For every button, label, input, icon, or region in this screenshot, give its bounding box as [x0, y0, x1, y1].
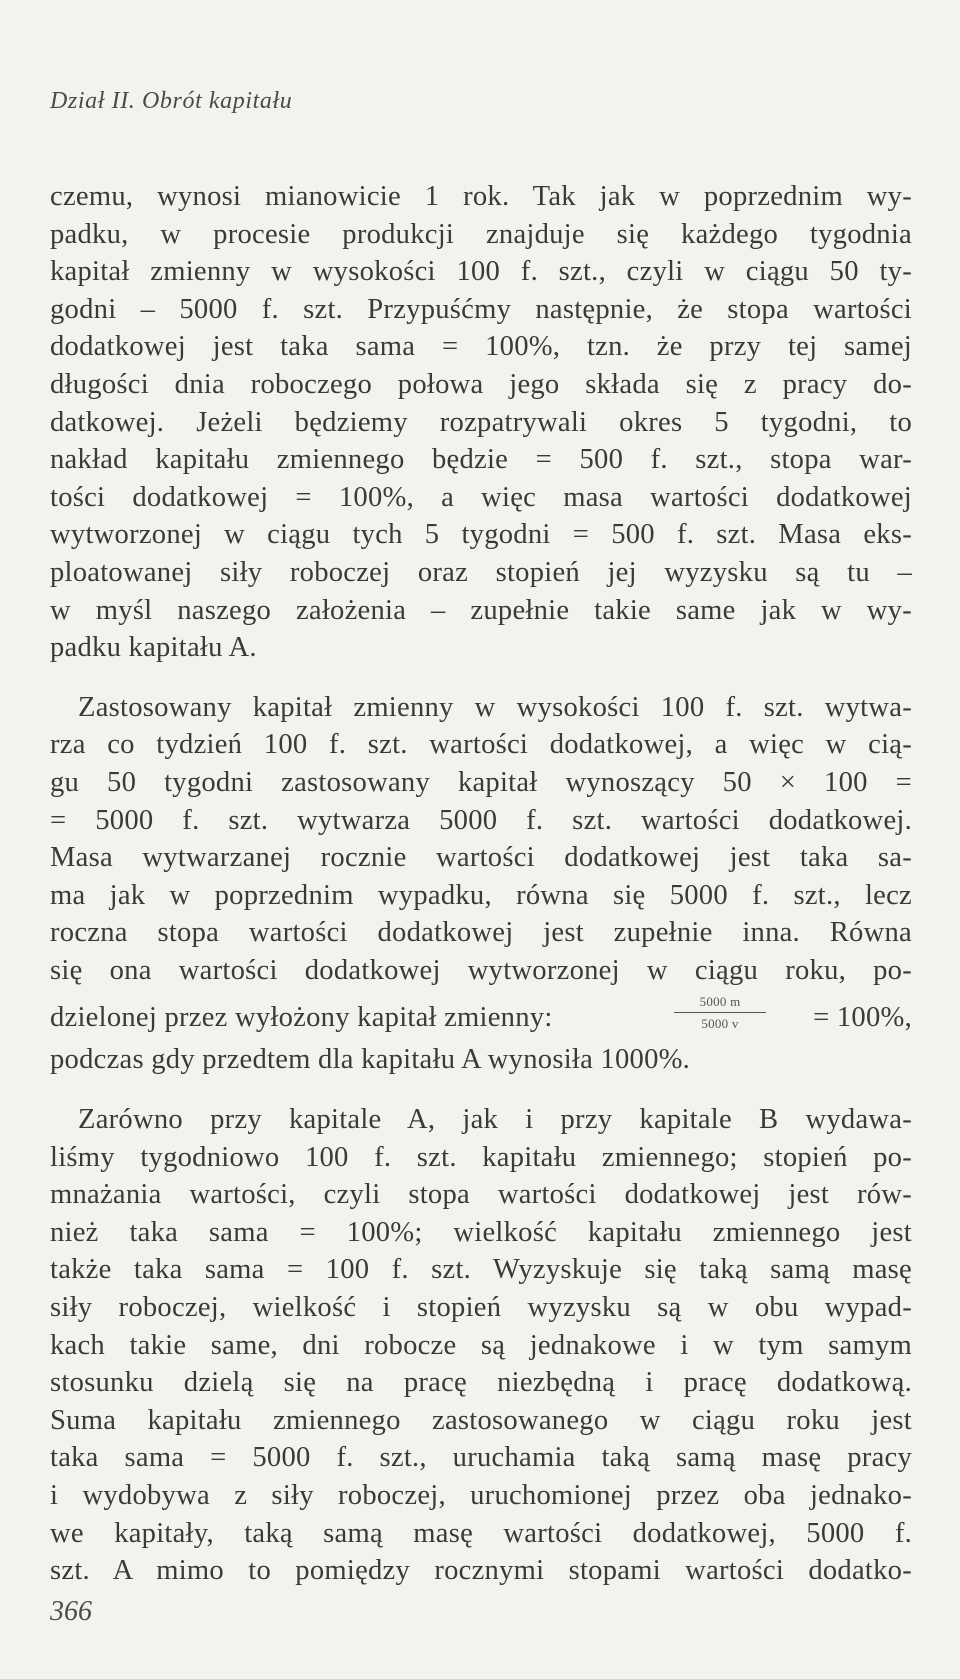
formula-result: = 100%,: [813, 1002, 912, 1034]
text-line: także taka sama = 100 f. szt. Wyzyskuje się taką samą masę: [50, 1254, 912, 1286]
running-head: Dział II. Obrót kapitału: [50, 88, 293, 114]
text-line: nakład kapitału zmiennego będzie = 500 f. szt., stopa war-: [50, 444, 912, 476]
text-line: we kapitały, taką samą masę wartości dodatkowej, 5000 f.: [50, 1517, 912, 1549]
fraction-numerator: 5000 m: [699, 994, 741, 1010]
text-line: rza co tydzień 100 f. szt. wartości dodatkowej, a więc w cią-: [50, 729, 912, 761]
paragraph-2-last-line: podczas gdy przedtem dla kapitału A wynosiła 1000%.: [50, 1044, 691, 1076]
text-line: gu 50 tygodni zastosowany kapitał wynoszący 50 × 100 =: [50, 766, 912, 798]
text-line: i wydobywa z siły roboczej, uruchomionej przez oba jednako-: [50, 1480, 912, 1511]
text-line: wytworzonej w ciągu tych 5 tygodni = 500 f. szt. Masa eks-: [50, 519, 912, 551]
text-line: padku, w procesie produkcji znajduje się każdego tygodnia: [50, 218, 912, 250]
text-line: Masa wytwarzanej rocznie wartości dodatkowej jest taka sa-: [50, 842, 912, 874]
text-line: Suma kapitału zmiennego zastosowanego w ciągu roku jest: [50, 1404, 912, 1436]
text-line: w myśl naszego założenia – zupełnie takie same jak w wy-: [50, 594, 912, 626]
text-line: Zastosowany kapitał zmienny w wysokości 100 f. szt. wytwa-: [78, 691, 912, 723]
text-line: liśmy tygodniowo 100 f. szt. kapitału zmiennego; stopień po-: [50, 1141, 912, 1173]
text-line: = 5000 f. szt. wytwarza 5000 f. szt. wartości dodatkowej.: [50, 804, 912, 836]
fraction: [668, 993, 772, 1032]
text-line: dodatkowej jest taka sama = 100%, tzn. że przy tej samej: [50, 331, 912, 363]
formula-lead-text: dzielonej przez wyłożony kapitał zmienny:: [50, 1002, 553, 1034]
text-line: godni – 5000 f. szt. Przypuśćmy następnie, że stopa wartości: [50, 293, 912, 325]
paragraph-2: [50, 689, 912, 990]
text-line: czemu, wynosi mianowicie 1 rok. Tak jak w poprzednim wy-: [50, 181, 912, 212]
text-line: ma jak w poprzednim wypadku, równa się 5000 f. szt., lecz: [50, 879, 912, 911]
text-line: się ona wartości dodatkowej wytworzonej w ciągu roku, po-: [50, 954, 912, 986]
text-line: stosunku dzielą się na pracę niezbędną i pracę dodatkową.: [50, 1367, 912, 1399]
paragraph-1: [50, 178, 912, 667]
text-line: mnażania wartości, czyli stopa wartości dodatkowej jest rów-: [50, 1179, 912, 1211]
text-line: padku kapitału A.: [50, 632, 257, 664]
text-line: siły roboczej, wielkość i stopień wyzysku są w obu wypad-: [50, 1292, 912, 1324]
text-line: datkowej. Jeżeli będziemy rozpatrywali okres 5 tygodni, to: [50, 406, 912, 438]
text-line: nież taka sama = 100%; wielkość kapitału zmiennego jest: [50, 1216, 912, 1248]
text-line: długości dnia roboczego połowa jego składa się z pracy do-: [50, 368, 912, 400]
text-line: Zarówno przy kapitale A, jak i przy kapitale B wydawa-: [78, 1104, 912, 1136]
text-line: ploatowanej siły roboczej oraz stopień jej wyzysku są tu –: [50, 556, 912, 588]
text-line: szt. A mimo to pomiędzy rocznymi stopami wartości dodatko-: [50, 1555, 912, 1587]
formula-line: [50, 994, 912, 1041]
text-line: taka sama = 5000 f. szt., uruchamia taką samą masę pracy: [50, 1442, 912, 1474]
text-line: kapitał zmienny w wysokości 100 f. szt., czyli w ciągu 50 ty-: [50, 256, 912, 288]
text-line: kach takie same, dni robocze są jednakowe i w tym samym: [50, 1329, 912, 1361]
text-line: roczna stopa wartości dodatkowej jest zupełnie inna. Równa: [50, 917, 912, 949]
body-text: [50, 178, 912, 1590]
paragraph-3: [50, 1101, 912, 1590]
page-number: 366: [50, 1596, 92, 1627]
fraction-denominator: 5000 v: [701, 1016, 739, 1032]
text-line: tości dodatkowej = 100%, a więc masa wartości dodatkowej: [50, 481, 912, 513]
fraction-bar: [674, 1012, 766, 1013]
